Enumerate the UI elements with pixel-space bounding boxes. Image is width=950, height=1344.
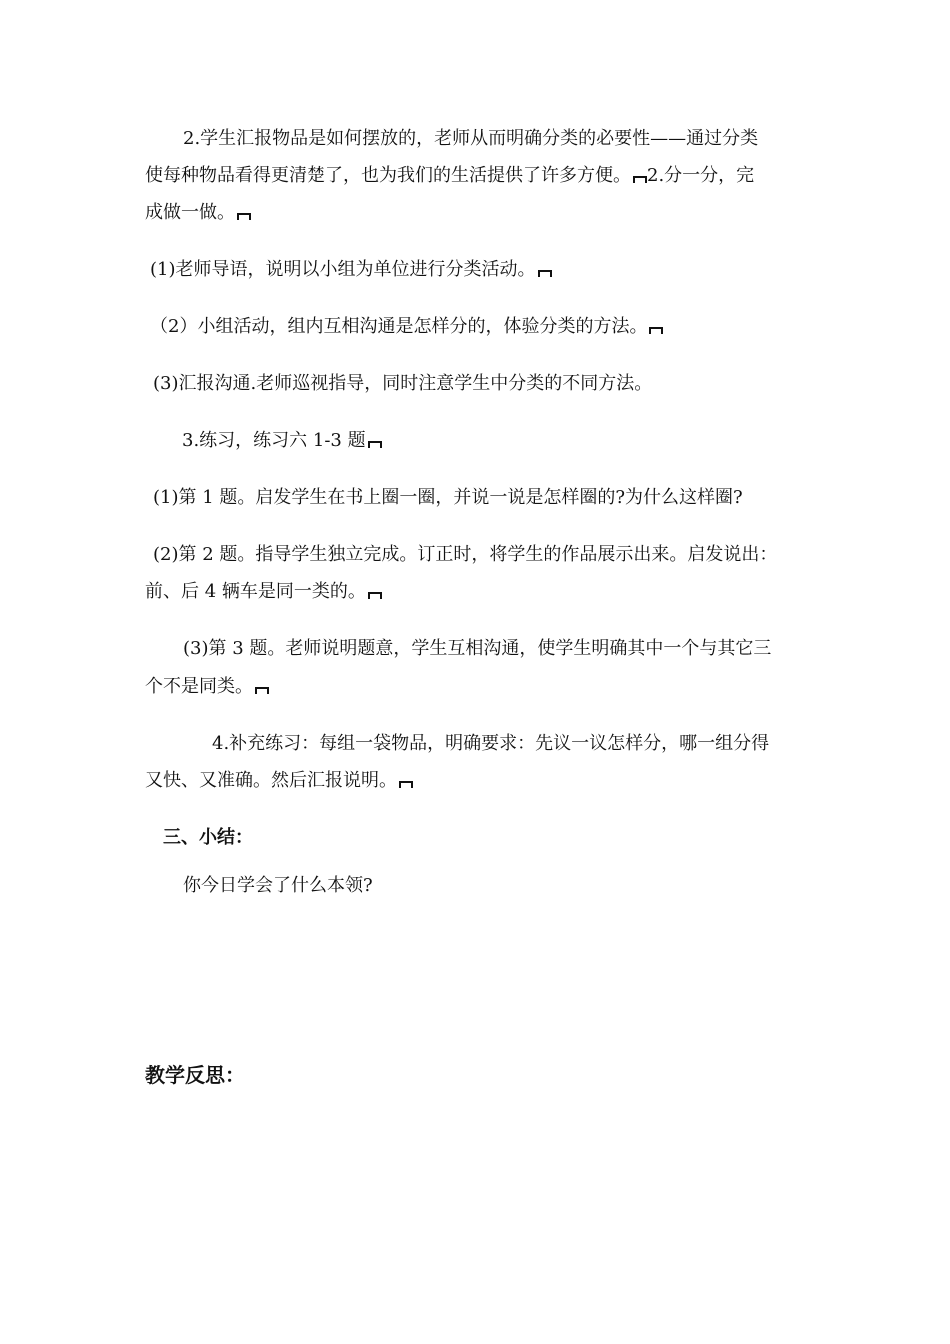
paragraph-line — [153, 486, 743, 510]
paragraph-line — [145, 769, 413, 793]
text: (1)第 1 题。启发学生在书上圈一圈，并说一说是怎样圈的?为什么这样圈? — [153, 487, 743, 508]
text: 使每种物品看得更清楚了，也为我们的生活提供了许多方便。 — [145, 165, 631, 186]
paragraph-line — [145, 201, 251, 225]
paragraph-mark-icon — [649, 327, 663, 334]
paragraph-mark-icon — [633, 176, 647, 183]
paragraph-line — [212, 732, 769, 756]
text: (1)老师导语，说明以小组为单位进行分类活动。 — [150, 259, 536, 280]
paragraph-line — [153, 372, 652, 396]
paragraph-line — [150, 315, 663, 339]
text: 前、后 4 辆车是同一类的。 — [145, 581, 366, 602]
summary-question: 你今日学会了什么本领? — [183, 875, 373, 896]
text: 个不是同类。 — [145, 676, 253, 697]
paragraph-line — [145, 675, 269, 699]
paragraph-line — [145, 580, 382, 604]
text: 又快、又准确。然后汇报说明。 — [145, 770, 397, 791]
paragraph-line — [145, 164, 754, 188]
paragraph-line — [153, 543, 777, 567]
text: (3)汇报沟通.老师巡视指导，同时注意学生中分类的不同方法。 — [153, 373, 653, 394]
paragraph-mark-icon — [538, 270, 552, 277]
text: 3.练习，练习六 1-3 题 — [182, 430, 366, 451]
summary-heading: 三、小结： — [163, 827, 253, 848]
text: 成做一做。 — [145, 202, 235, 223]
text: 4.补充练习：每组一袋物品，明确要求：先议一议怎样分，哪一组分得 — [212, 733, 770, 754]
text: （2）小组活动，组内互相沟通是怎样分的，体验分类的方法。 — [150, 316, 648, 337]
paragraph-line — [150, 258, 552, 282]
paragraph-line — [183, 637, 771, 661]
text: 2.分一分，完 — [647, 165, 755, 186]
paragraph-mark-icon — [368, 441, 382, 448]
paragraph-mark-icon — [237, 213, 251, 220]
paragraph-line — [182, 429, 382, 453]
reflection-heading: 教学反思： — [145, 1063, 245, 1087]
text: (2)第 2 题。指导学生独立完成。订正时，将学生的作品展示出来。启发说出： — [153, 544, 778, 565]
paragraph-mark-icon — [368, 592, 382, 599]
text: (3)第 3 题。老师说明题意，学生互相沟通，使学生明确其中一个与其它三 — [183, 638, 772, 659]
paragraph-mark-icon — [399, 781, 413, 788]
paragraph-line — [183, 127, 758, 151]
text: 2.学生汇报物品是如何摆放的，老师从而明确分类的必要性——通过分类 — [183, 128, 759, 149]
paragraph-mark-icon — [255, 687, 269, 694]
